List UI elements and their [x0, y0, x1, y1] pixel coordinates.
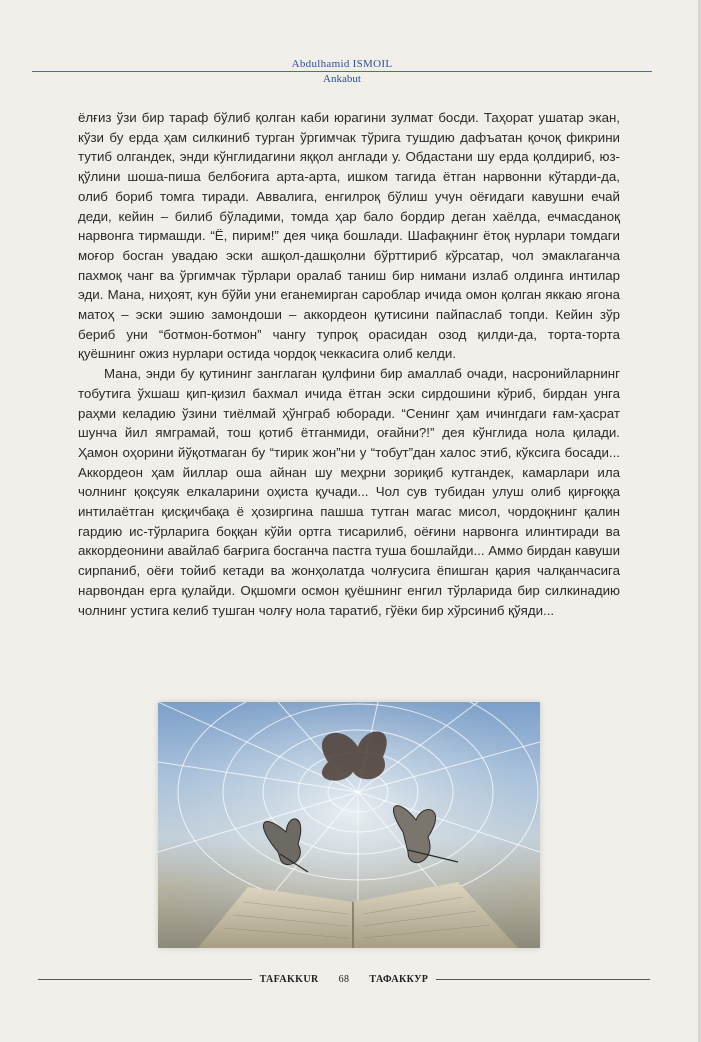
- footer-page-number: 68: [338, 973, 350, 985]
- footer-journal-latin: TAFAKKUR: [259, 973, 319, 985]
- running-header: [32, 58, 652, 85]
- footer-rule-left: [38, 979, 252, 980]
- illustration-spiderweb-butterflies: [158, 702, 540, 948]
- article-body: [78, 108, 620, 620]
- header-author: Abdulhamid ISMOIL: [291, 58, 393, 70]
- paragraph-2: Мана, энди бу қутининг занглаган қулфини бир амаллаб очади, насронийларнинг тобутига ўхшаш қип-қизил бахмал ичида ётган эски сирдошини кўриб, бирдан унга раҳми келадию ўзини тиёлмай ҳўнграб юборади. “Сенинг ҳам ичингдаги ғам-ҳасрат шунча йил ямграмай, тош қотиб ётганмиди, оғайни?!” дея кўнглида нола қилади. Ҳамон оҳорини йўқотмаган бу “тирик жон”ни у “тобут”дан халос этиб, кўксига босади... Аккордеон ҳам йиллар оша айнан шу меҳрни зориқиб кутгандек, камарлари ила чолнинг қоқсуяк елкаларини оҳиста қучади... Чол сув тубидан улуш олиб қирғоққа интилаётган қисқичбақа ё ҳозиргина пашша тутган магас мисол, чордоқнинг қалин гардию ис-тўрларига боққан кўйи ортга тисарилиб, оёғини нарвонга илинтиради ва аккордеонини авайлаб бағрига босганча пастга туша бошлайди... Аммо бирдан кавуши сирпаниб, оёғи тойиб кетади ва жонҳолатда чолғусига ёпишган қария чалқанчасига нарвондан ерга қулайди. Оқшомги осмон қуёшнинг енгил тўрларида бир силкинадию чолнинг устига келиб тушган чолғу нола таратиб, гўёки бир хўрсиниб қўяди...: [78, 366, 620, 618]
- footer-journal-cyrillic: ТАФАККУР: [369, 973, 429, 985]
- header-rule: [32, 71, 652, 72]
- footer-rule-right: [436, 979, 650, 980]
- paragraph-1: ёлғиз ўзи бир тараф бўлиб қолган каби юрагини зулмат босди. Таҳорат ушатар экан, кўзи бу ерда ҳам силкиниб турган ўргимчак тўрига тушдию дафъатан қочоқ фикрини тутиб олгандек, энди кўнглидагини яққол англади у. Обдастани шу ерда қолдириб, юз-қўлини шоша-пиша белбоғига арта-арта, ишком тагида ётган нарвонни кўтарди-да, олиб бориб томга тиради. Аввалига, енгилроқ бўлиш учун оёғидаги кавушни ечай деди, кейин – билиб бўладими, томда ҳар бало бордир деган хаёлда, ечмасданоқ нарвонга тирмашди. “Ё, пирим!” дея чиқа бошлади. Шафақнинг ётоқ нурлари томдаги моғор босган увадаю эски ашқол-дашқолни бўрттириб кўрсатар, чол эмаклаганча пахмоқ чанг ва ўргимчак тўрлари оралаб таниш бир нимани излаб олдинга интилар эди. Мана, ниҳоят, кун бўйи уни еганемирган сароблар ичида омон қолган яккаю ягона матоҳ – эски эшию замондоши – аккордеон қутисини пайпаслаб топди. Кейин зўр бериб уни “ботмон-ботмон” чангу тупроқ орасидан озод қилди-да, торта-торта қуёшнинг ожиз нурлари остида чордоқ чеккасига олиб келди.: [78, 110, 620, 362]
- illustration-svg: [158, 702, 540, 948]
- page-footer: [38, 972, 650, 986]
- header-title: Ankabut: [323, 73, 361, 85]
